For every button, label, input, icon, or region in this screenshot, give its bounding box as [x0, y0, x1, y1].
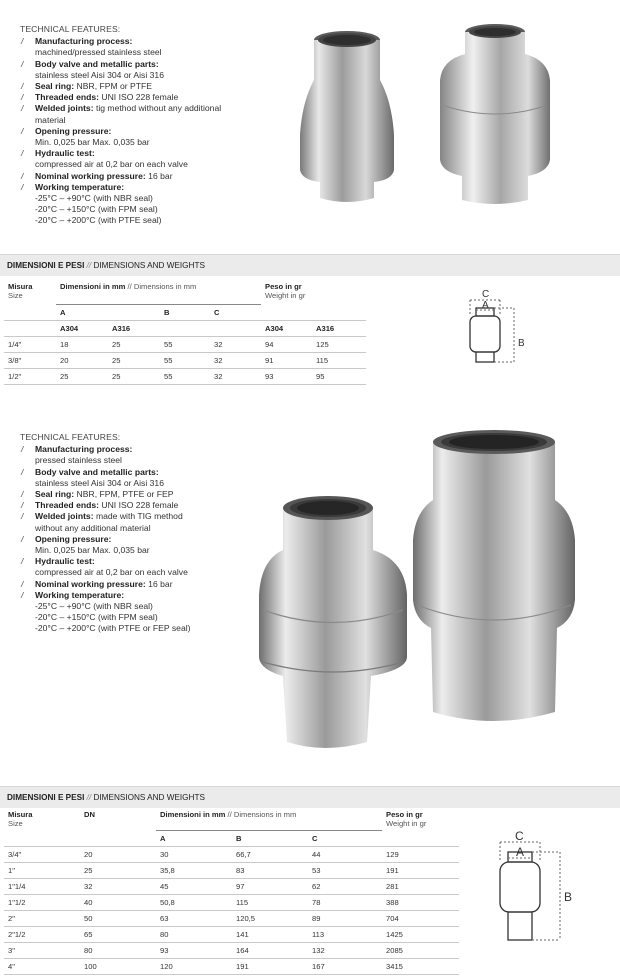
table-cell-c: 32	[210, 368, 261, 384]
table-row	[4, 894, 459, 910]
feature-label: Nominal working pressure:	[35, 578, 146, 589]
table-cell-w: 129	[382, 846, 459, 862]
table-cell-w: 191	[382, 862, 459, 878]
features-heading: TECHNICAL FEATURES:	[20, 432, 121, 442]
feature-detail: Min. 0,025 bar Max. 0,035 bar	[35, 545, 150, 556]
feature-detail: -20°C – +150°C (with FPM seal)	[35, 204, 158, 215]
table-cell-a: 45	[156, 878, 232, 894]
feature-value: UNI ISO 228 female	[99, 92, 179, 103]
feature-value: 16 bar	[145, 170, 173, 181]
table-cell-w: 3415	[382, 958, 459, 974]
feature-detail: compressed air at 0,2 bar on each valve	[35, 567, 188, 578]
feature-item	[20, 81, 285, 92]
table-cell-c: 32	[210, 336, 261, 352]
table-cell-c: 113	[308, 926, 382, 942]
section-bar-2	[0, 786, 620, 808]
feature-item	[20, 556, 260, 578]
table-row	[4, 352, 366, 368]
table-cell-b: 55	[160, 368, 210, 384]
table-cell-size: 3/4"	[4, 846, 80, 862]
valve-photo-large	[255, 430, 595, 775]
feature-item	[20, 171, 285, 182]
feature-label: Seal ring:	[35, 81, 75, 92]
features-list-1	[20, 24, 285, 227]
feature-detail: -20°C – +150°C (with FPM seal)	[35, 612, 158, 623]
feature-detail: -20°C – +200°C (with PTFE seal)	[35, 215, 162, 226]
diagram-label-c: C	[482, 289, 490, 300]
feature-value: NBR, FPM, PTFE or FEP	[74, 489, 174, 500]
feature-label: Welded joints:	[35, 103, 94, 114]
table-cell-a: 120	[156, 958, 232, 974]
feature-value: UNI ISO 228 female	[99, 500, 179, 511]
table-cell-size: 1/2"	[4, 368, 56, 384]
table-cell-dn: 20	[80, 846, 156, 862]
feature-item	[20, 126, 285, 148]
table-row	[4, 368, 366, 384]
feature-label: Nominal working pressure:	[35, 170, 146, 181]
feature-detail: stainless steel Aisi 304 or Aisi 316	[35, 69, 164, 80]
table-cell-size: 3/8"	[4, 352, 56, 368]
diagram-label-c: C	[515, 829, 524, 843]
table-cell-a: 50,8	[156, 894, 232, 910]
feature-label: Threaded ends:	[35, 92, 99, 103]
table-cell-b: 164	[232, 942, 308, 958]
feature-item	[20, 103, 285, 125]
feature-detail: -20°C – +200°C (with PTFE or FEP seal)	[35, 623, 191, 634]
feature-value: NBR, FPM or PTFE	[74, 81, 152, 92]
table-cell-w: 1425	[382, 926, 459, 942]
feature-item	[20, 36, 285, 58]
feature-item	[20, 534, 260, 556]
table-cell-c: 78	[308, 894, 382, 910]
dimension-diagram-1	[462, 288, 532, 380]
feature-item	[20, 511, 260, 533]
section-title-1: DIMENSIONI E PESI // DIMENSIONS AND WEIGHTS	[7, 261, 205, 270]
table-cell-b: 55	[160, 352, 210, 368]
feature-detail: material	[35, 114, 66, 125]
feature-label: Working temperature:	[35, 181, 125, 192]
table-cell-a: 30	[156, 846, 232, 862]
feature-value: 16 bar	[145, 578, 173, 589]
table-cell-dn: 25	[80, 862, 156, 878]
features-list-2	[20, 432, 260, 635]
feature-label: Opening pressure:	[35, 533, 112, 544]
diagram-label-a: A	[516, 845, 525, 859]
table-cell-b: 66,7	[232, 846, 308, 862]
table-cell-b: 83	[232, 862, 308, 878]
table-cell-dn: 32	[80, 878, 156, 894]
feature-value: tig method without any additional	[93, 103, 222, 114]
feature-item	[20, 500, 260, 511]
feature-label: Body valve and metallic parts:	[35, 58, 159, 69]
table-cell-w: 704	[382, 910, 459, 926]
table-cell-size: 2"	[4, 910, 80, 926]
table-cell-b: 97	[232, 878, 308, 894]
feature-item	[20, 444, 260, 466]
feature-detail: stainless steel Aisi 304 or Aisi 316	[35, 477, 164, 488]
feature-label: Working temperature:	[35, 589, 125, 600]
table-cell-w316: 125	[312, 336, 366, 352]
table-cell-c: 132	[308, 942, 382, 958]
table-cell-a316: 25	[108, 352, 160, 368]
feature-detail: -25°C – +90°C (with NBR seal)	[35, 601, 153, 612]
table-cell-size: 1"	[4, 862, 80, 878]
feature-label: Welded joints:	[35, 511, 94, 522]
feature-value: made with TIG method	[93, 511, 183, 522]
table-cell-w304: 91	[261, 352, 312, 368]
table-cell-a304: 25	[56, 368, 108, 384]
table-cell-size: 4"	[4, 958, 80, 974]
dimensions-table-2: Misura Size DN Dimensioni in mm // Dimensions in mm Peso in gr Weight in gr A B C 3/4" 20 30 66,7 44 129 1" 25 35,8 83 53 191 1"1/4 32 45 97 62 281 1"1/2 40 50,8 115 78 388 2" 50 63 120,5 89 704 2"1/2 65 80 141 113 1425 3" 80 93 164 132 2085 4" 100 120 191 167 3415	[4, 810, 459, 975]
table-cell-w304: 93	[261, 368, 312, 384]
table-cell-b: 120,5	[232, 910, 308, 926]
table-cell-c: 53	[308, 862, 382, 878]
feature-item	[20, 467, 260, 489]
table-cell-b: 115	[232, 894, 308, 910]
table-cell-a304: 20	[56, 352, 108, 368]
diagram-label-a: A	[482, 300, 489, 311]
feature-label: Hydraulic test:	[35, 556, 95, 567]
table-cell-c: 32	[210, 352, 261, 368]
table-row	[4, 336, 366, 352]
table-cell-size: 1/4"	[4, 336, 56, 352]
feature-detail: Min. 0,025 bar Max. 0,035 bar	[35, 137, 150, 148]
feature-detail: pressed stainless steel	[35, 455, 122, 466]
table-row	[4, 878, 459, 894]
table-cell-a316: 25	[108, 336, 160, 352]
table-cell-size: 1"1/4	[4, 878, 80, 894]
table-cell-dn: 100	[80, 958, 156, 974]
feature-item	[20, 489, 260, 500]
feature-detail: without any additional material	[35, 522, 151, 533]
feature-item	[20, 182, 285, 227]
feature-item	[20, 148, 285, 170]
section-title-2: DIMENSIONI E PESI // DIMENSIONS AND WEIGHTS	[7, 793, 205, 802]
table-cell-w316: 95	[312, 368, 366, 384]
valve-photo-small	[290, 10, 590, 220]
table-cell-a: 63	[156, 910, 232, 926]
table-cell-size: 2"1/2	[4, 926, 80, 942]
table-cell-a316: 25	[108, 368, 160, 384]
table-cell-a: 80	[156, 926, 232, 942]
table-cell-w: 388	[382, 894, 459, 910]
feature-label: Opening pressure:	[35, 125, 112, 136]
feature-label: Hydraulic test:	[35, 148, 95, 159]
diagram-label-b: B	[518, 338, 525, 349]
table-cell-dn: 65	[80, 926, 156, 942]
table-cell-b: 191	[232, 958, 308, 974]
feature-item	[20, 92, 285, 103]
features-heading: TECHNICAL FEATURES:	[20, 24, 121, 34]
table-cell-w316: 115	[312, 352, 366, 368]
table-row	[4, 846, 459, 862]
table-cell-a304: 18	[56, 336, 108, 352]
table-cell-size: 1"1/2	[4, 894, 80, 910]
table-cell-dn: 40	[80, 894, 156, 910]
section-bar-1	[0, 254, 620, 276]
dimension-diagram-2	[488, 828, 578, 948]
table-row	[4, 862, 459, 878]
table-cell-c: 62	[308, 878, 382, 894]
table-cell-b: 141	[232, 926, 308, 942]
feature-label: Manufacturing process:	[35, 444, 133, 455]
table-cell-c: 44	[308, 846, 382, 862]
table-cell-w: 281	[382, 878, 459, 894]
feature-item	[20, 590, 260, 635]
diagram-label-b: B	[564, 890, 573, 904]
table-cell-size: 3"	[4, 942, 80, 958]
table-row	[4, 910, 459, 926]
table-cell-dn: 80	[80, 942, 156, 958]
table-cell-b: 55	[160, 336, 210, 352]
table-cell-c: 167	[308, 958, 382, 974]
feature-detail: machined/pressed stainless steel	[35, 47, 162, 58]
table-row	[4, 926, 459, 942]
table-cell-c: 89	[308, 910, 382, 926]
table-cell-a: 93	[156, 942, 232, 958]
feature-label: Threaded ends:	[35, 500, 99, 511]
feature-item	[20, 579, 260, 590]
feature-label: Manufacturing process:	[35, 36, 133, 47]
table-cell-w: 2085	[382, 942, 459, 958]
dimensions-table-1: Misura Size Dimensioni in mm // Dimensions in mm Peso in gr Weight in gr A B C A304 A316 A304 A316 1/4" 18 25 55 32 94 125 3/8" 20 25 55 32 91 115 1/2" 25 25 55 32 93 95	[4, 282, 366, 385]
table-cell-a: 35,8	[156, 862, 232, 878]
feature-item	[20, 59, 285, 81]
table-cell-w304: 94	[261, 336, 312, 352]
table-row	[4, 942, 459, 958]
feature-label: Body valve and metallic parts:	[35, 466, 159, 477]
table-row	[4, 958, 459, 974]
feature-detail: compressed air at 0,2 bar on each valve	[35, 159, 188, 170]
table-cell-dn: 50	[80, 910, 156, 926]
feature-label: Seal ring:	[35, 489, 75, 500]
feature-detail: -25°C – +90°C (with NBR seal)	[35, 193, 153, 204]
